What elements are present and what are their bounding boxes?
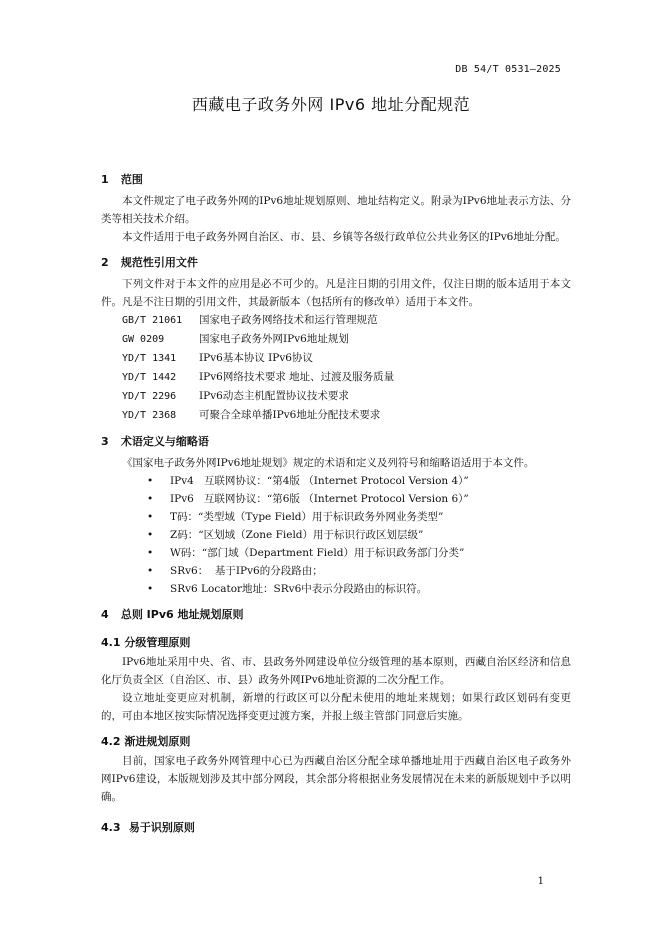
reference-name: 国家电子政务外网IPv6地址规划: [199, 333, 349, 345]
section-heading: [101, 172, 571, 188]
document-body: [101, 172, 571, 845]
abbreviation-desc: 基于IPv6的分段路由；: [214, 565, 323, 577]
abbreviation-term: W码：: [170, 547, 202, 559]
section-heading: [101, 255, 571, 271]
paragraph: 本文件规定了电子政务外网的IPv6地址规划原则、地址结构定义。附录为IPv6地址表示方法、分类等相关技术介绍。: [101, 195, 571, 225]
abbreviation-item: [101, 544, 571, 562]
abbreviation-term: IPv6: [170, 493, 194, 505]
abbreviation-item: [101, 490, 571, 508]
reference-name: IPv6基本协议 IPv6协议: [199, 352, 313, 364]
abbreviation-term: Z码：: [170, 529, 199, 541]
subsection-heading: [101, 734, 571, 750]
reference-name: 可聚合全球单播IPv6地址分配技术要求: [199, 409, 381, 421]
section-title: 总则 IPv6 地址规划原则: [120, 608, 244, 621]
abbreviation-desc: “类型域（Type Field）用于标识政务外网业务类型”: [198, 511, 444, 523]
subsection-title: 渐进规划原则: [124, 735, 191, 748]
subsection-title: 分级管理原则: [124, 636, 191, 649]
section-heading: [101, 607, 571, 623]
abbreviation-term: T码：: [170, 511, 199, 523]
abbreviation-term: SRv6：: [170, 565, 209, 577]
section-number: 4: [101, 608, 109, 621]
paragraph: 本文件适用于电子政务外网自治区、市、县、乡镇等各级行政单位公共业务区的IPv6地址分配。: [122, 231, 566, 243]
document-title: 西藏电子政务外网 IPv6 地址分配规范: [191, 95, 471, 114]
subsection-number: 4.3: [101, 821, 121, 834]
section-number: 1: [101, 173, 109, 186]
subsection-heading: [101, 635, 571, 651]
reference-code: GW 0209: [122, 334, 165, 345]
reference-code: YD/T 1442: [122, 372, 177, 383]
page-number: 1: [537, 876, 544, 887]
abbreviation-desc: SRv6中表示分段路由的标识符。: [273, 583, 428, 595]
reference-item: [101, 368, 571, 387]
abbreviation-desc: 互联网协议：“第6版 （Internet Protocol Version 6）”: [203, 493, 469, 505]
paragraph: 《国家电子政务外网IPv6地址规划》规定的术语和定义及列符号和缩略语适用于本文件。: [122, 457, 535, 469]
paragraph: 目前，国家电子政务外网管理中心已为西藏自治区分配全球单播地址用于西藏自治区电子政务外网IPv6建设，本版规划涉及其中部分网段，其余部分将根据业务发展情况在未来的新版规划中予以明确。: [101, 755, 571, 803]
reference-item: [101, 349, 571, 368]
section-scope: [101, 172, 571, 246]
reference-code: YD/T 1341: [122, 353, 177, 364]
reference-code: GB/T 21061: [122, 315, 183, 326]
reference-item: [101, 387, 571, 406]
standard-code: DB 54/T 0531—2025: [455, 64, 561, 75]
section-heading: [101, 434, 571, 450]
paragraph: 下列文件对于本文件的应用是必不可少的。凡是注日期的引用文件，仅注日期的版本适用于本文件。凡是不注日期的引用文件，其最新版本（包括所有的修改单）适用于本文件。: [101, 278, 571, 308]
section-title: 规范性引用文件: [120, 256, 198, 269]
reference-name: 国家电子政务网络技术和运行管理规范: [199, 314, 378, 326]
abbreviation-item: [101, 526, 571, 544]
section-terms: [101, 434, 571, 598]
reference-name: IPv6网络技术要求 地址、过渡及服务质量: [199, 371, 395, 383]
abbreviation-item: [101, 562, 571, 580]
section-title: 范围: [120, 173, 143, 186]
abbreviation-desc: 互联网协议：“第4版 （Internet Protocol Version 4）”: [203, 475, 469, 487]
paragraph: 设立地址变更应对机制，新增的行政区可以分配未使用的地址来规划；如果行政区划码有变更的，可由本地区按实际情况选择变更过渡方案，并报上级主管部门同意后实施。: [101, 692, 571, 722]
subsection-number: 4.1: [101, 636, 121, 649]
reference-name: IPv6动态主机配置协议技术要求: [199, 390, 349, 402]
reference-item: [101, 406, 571, 425]
subsection-easy-identification: [101, 820, 571, 836]
abbreviation-item: [101, 472, 571, 490]
reference-list: [101, 311, 571, 425]
reference-item: [101, 311, 571, 330]
abbreviation-list: [101, 472, 571, 598]
abbreviation-term: IPv4: [170, 475, 194, 487]
abbreviation-item: [101, 508, 571, 526]
reference-code: YD/T 2368: [122, 410, 177, 421]
section-title: 术语定义与缩略语: [120, 435, 209, 448]
abbreviation-term: SRv6 Locator地址：: [170, 583, 274, 595]
section-normative-references: [101, 255, 571, 425]
reference-code: YD/T 2296: [122, 391, 177, 402]
section-number: 2: [101, 256, 109, 269]
reference-item: [101, 330, 571, 349]
paragraph: IPv6地址采用中央、省、市、县政务外网建设单位分级管理的基本原则，西藏自治区经济和信息化厅负责全区（自治区、市、县）政务外网IPv6地址资源的二次分配工作。: [101, 656, 571, 686]
subsection-hierarchical-management: [101, 635, 571, 725]
subsection-title: 易于识别原则: [128, 821, 195, 834]
abbreviation-desc: “区划域（Zone Field）用于标识行政区划层级”: [198, 529, 424, 541]
subsection-heading: [101, 820, 571, 836]
abbreviation-desc: “部门域（Department Field）用于标识政务部门分类”: [201, 547, 465, 559]
section-number: 3: [101, 435, 109, 448]
section-general-principles: [101, 607, 571, 836]
subsection-number: 4.2: [101, 735, 121, 748]
subsection-progressive-planning: [101, 734, 571, 806]
abbreviation-item: [101, 580, 571, 598]
